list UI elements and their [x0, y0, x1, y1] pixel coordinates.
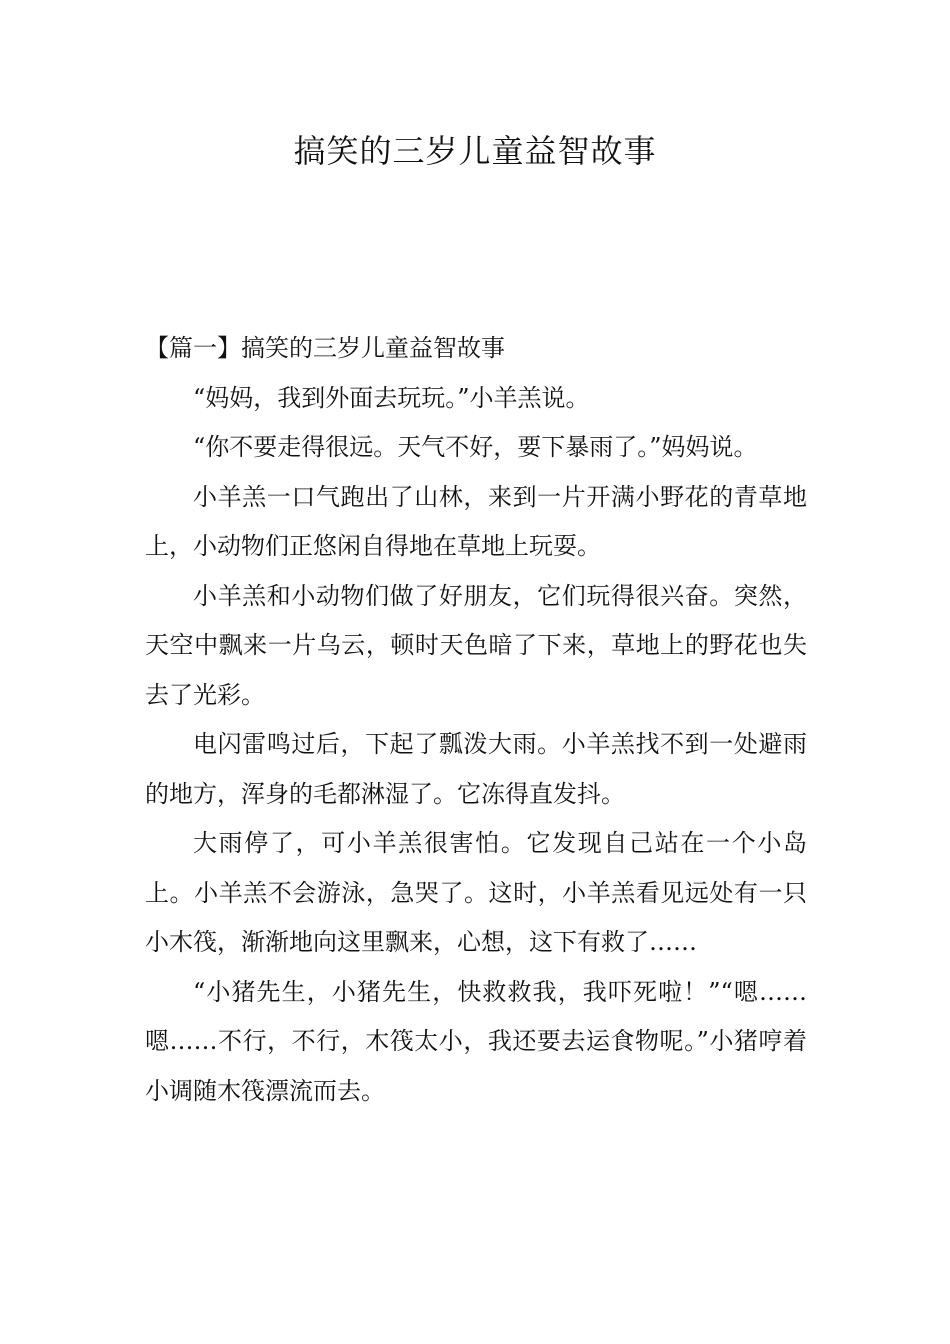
paragraph-2: “你不要走得很远。天气不好，要下暴雨了。”妈妈说。: [193, 433, 758, 461]
document-body: [145, 324, 807, 1116]
document-title: 搞笑的三岁儿童益智故事: [293, 132, 657, 170]
paragraph-1: “妈妈，我到外面去玩玩。”小羊羔说。: [193, 383, 590, 412]
paragraph-6: 大雨停了，可小羊羔很害怕。它发现自己站在一个小岛上。小羊羔不会游泳，急哭了。这时，小羊羔看见远处有一只小木筏，渐渐地向这里飘来，心想，这下有救了……: [145, 829, 807, 956]
paragraph-4: 小羊羔和小动物们做了好朋友，它们玩得很兴奋。突然，天空中飘来一片乌云，顿时天色暗了下来，草地上的野花也失去了光彩。: [145, 581, 807, 709]
paragraph-3: 小羊羔一口气跑出了山林，来到一片开满小野花的青草地上，小动物们正悠闲自得地在草地上玩耍。: [145, 482, 807, 560]
paragraph-5: 电闪雷鸣过后，下起了瓢泼大雨。小羊羔找不到一处避雨的地方，浑身的毛都淋湿了。它冻得直发抖。: [145, 730, 807, 808]
section-heading: 【篇一】搞笑的三岁儿童益智故事: [145, 334, 505, 362]
paragraph-7: “小猪先生，小猪先生，快救救我，我吓死啦！”“嗯……嗯……不行，不行，木筏太小，我还要去运食物呢。”小猪哼着小调随木筏漂流而去。: [145, 977, 807, 1105]
